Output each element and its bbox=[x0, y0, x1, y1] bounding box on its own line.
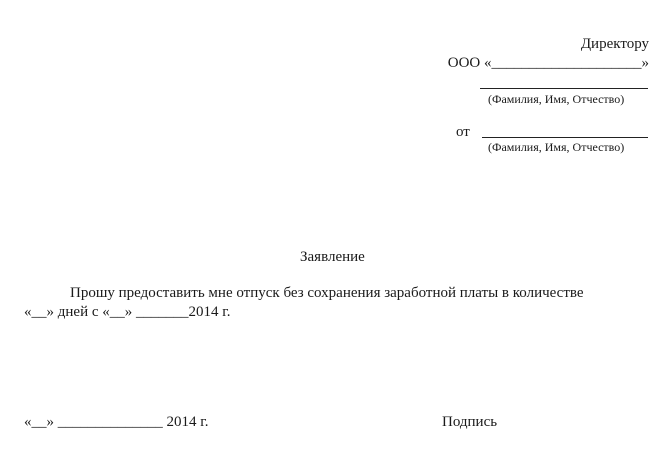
name-hint-1: (Фамилия, Имя, Отчество) bbox=[488, 92, 625, 106]
document-title: Заявление bbox=[300, 249, 365, 265]
request-line-2: «__» дней с «__» _______2014 г. bbox=[24, 304, 231, 320]
company-line: ООО «____________________» bbox=[447, 55, 649, 71]
date-line: «__» ______________ 2014 г. bbox=[24, 414, 209, 430]
from-label: от bbox=[456, 124, 470, 140]
full-name-underline-1 bbox=[480, 88, 648, 89]
request-line-1: Прошу предоставить мне отпуск без сохранения заработной платы в количестве bbox=[70, 285, 584, 301]
director-label: Директору bbox=[580, 36, 649, 52]
full-name-underline-2 bbox=[482, 137, 648, 138]
name-hint-2: (Фамилия, Имя, Отчество) bbox=[488, 140, 625, 154]
signature-label: Подпись bbox=[442, 414, 498, 430]
